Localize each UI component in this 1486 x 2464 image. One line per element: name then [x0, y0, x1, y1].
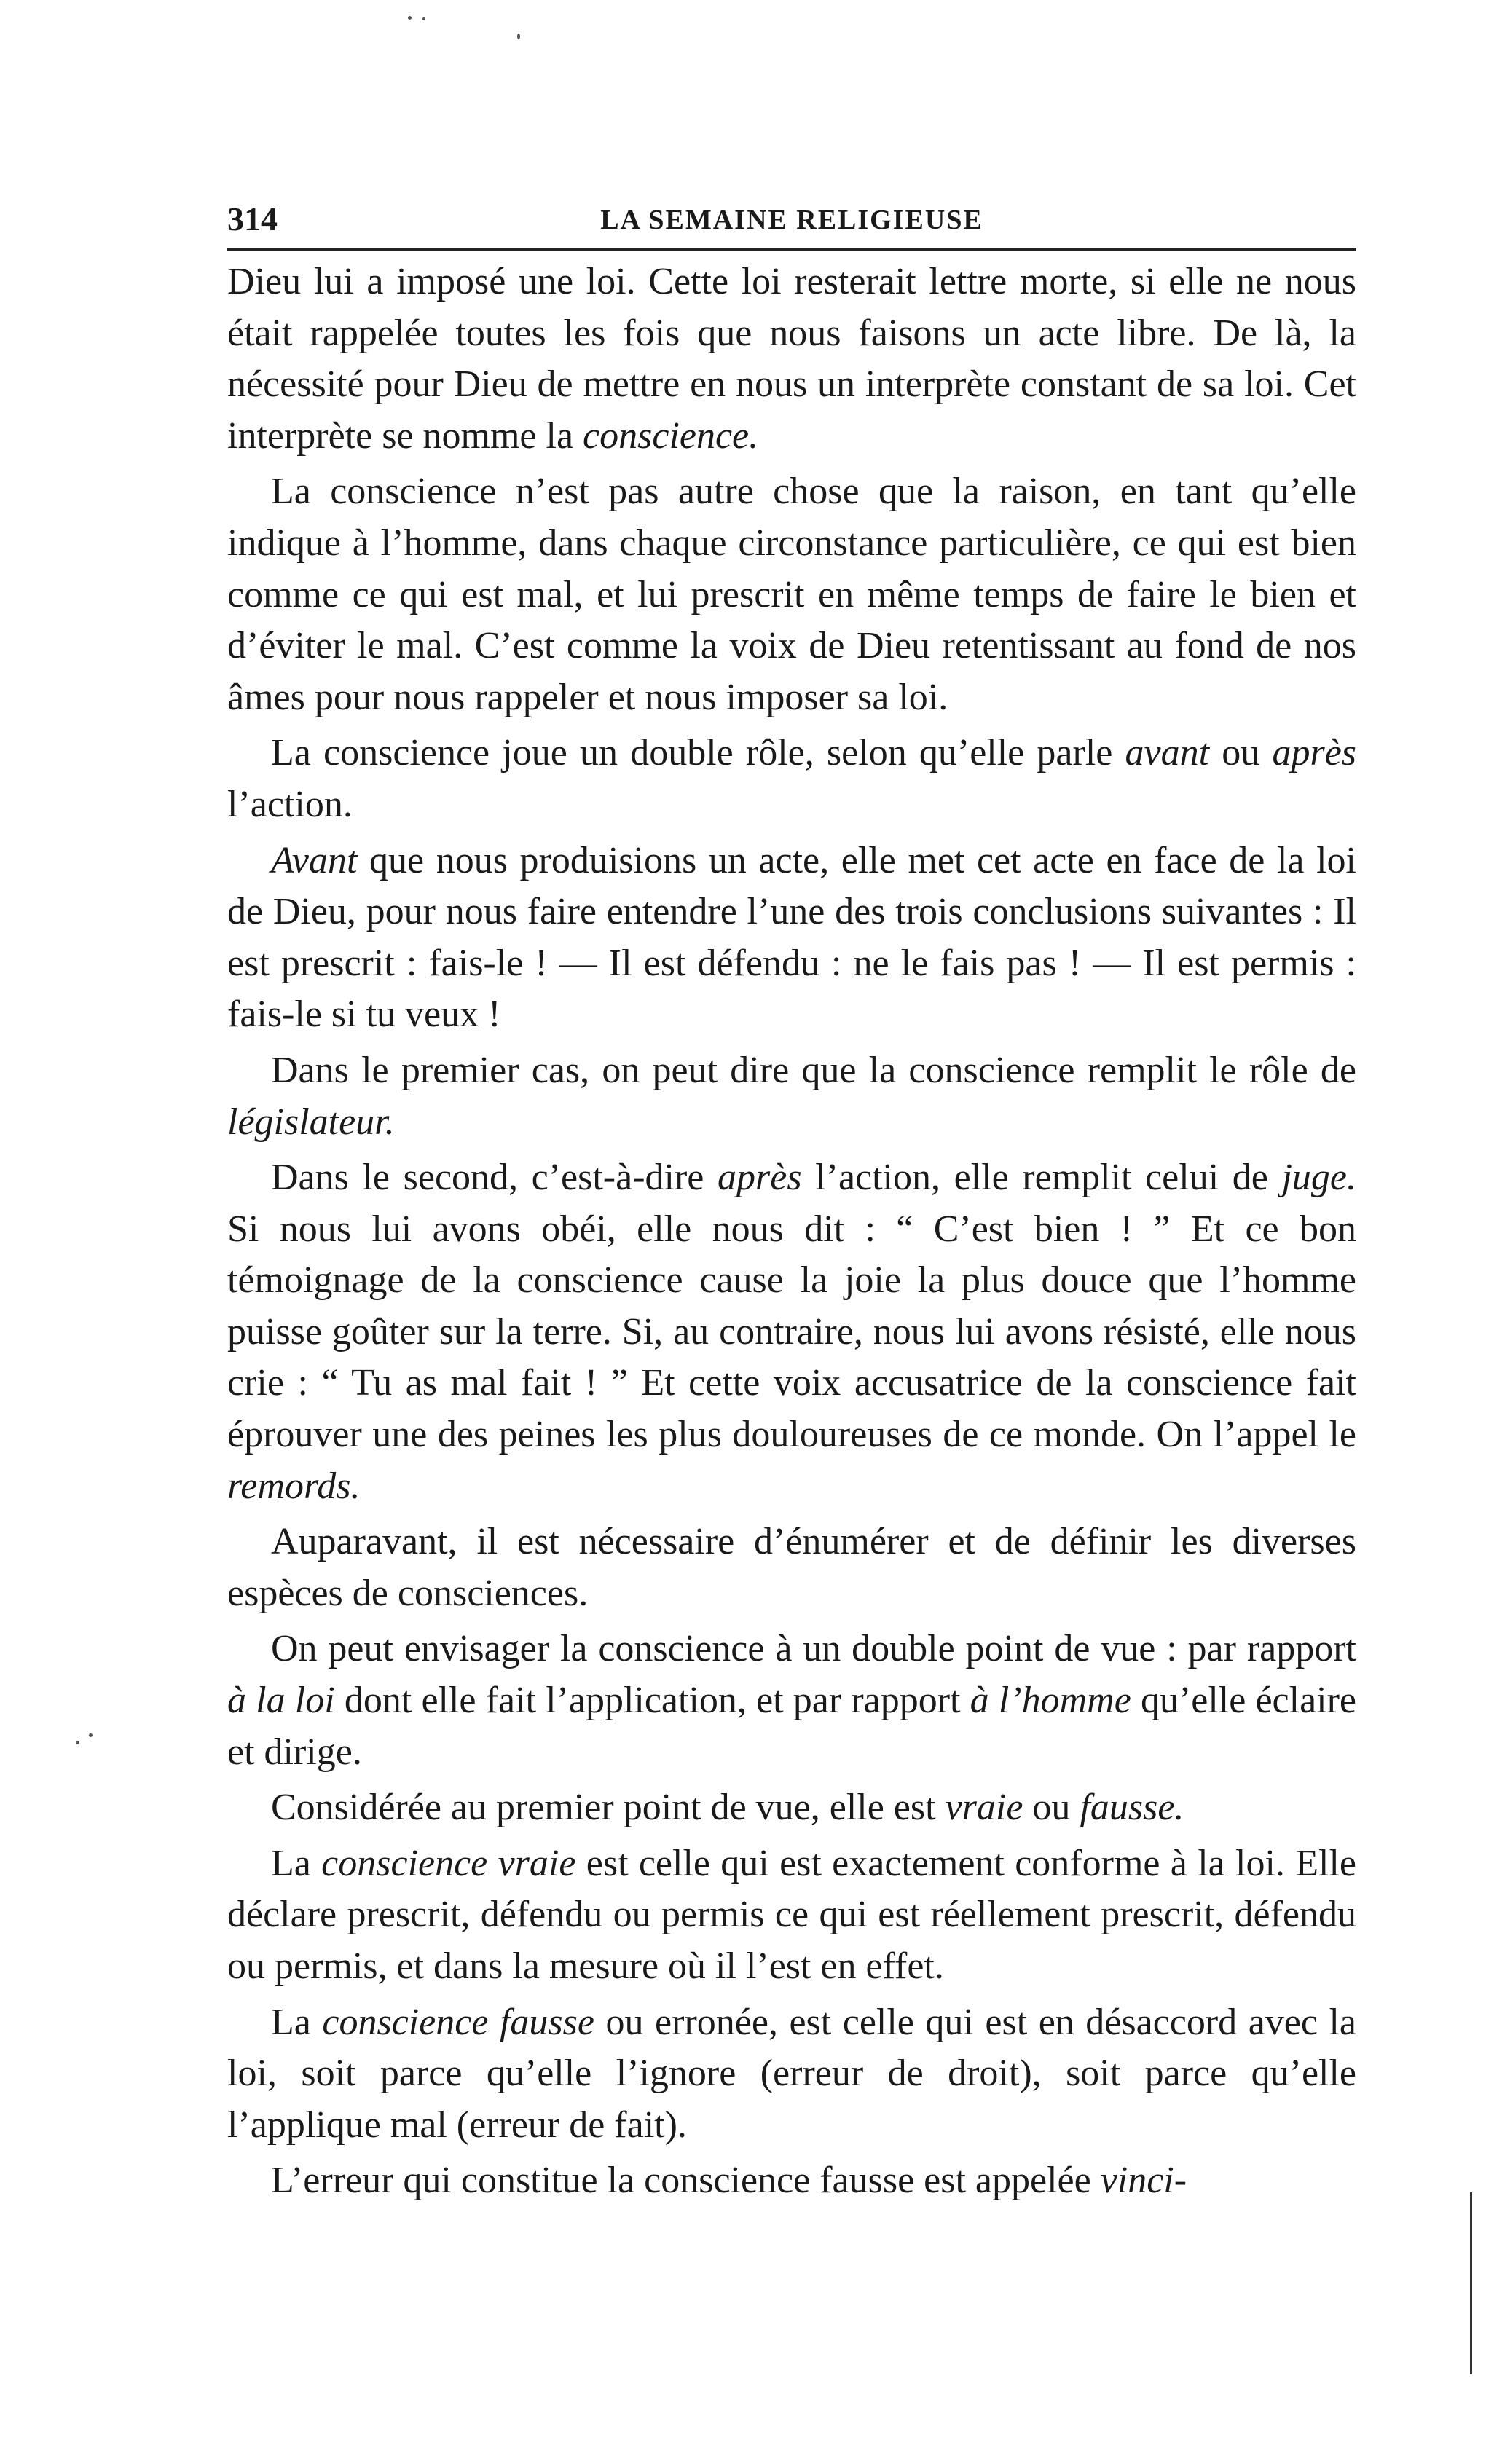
- text-run: Considérée au premier point de vue, elle est: [271, 1787, 946, 1829]
- italic-text: à l’homme: [970, 1680, 1131, 1722]
- text-run: Dans le second, c’est-à-dire: [271, 1157, 718, 1199]
- text-run: Si nous lui avons obéi, elle nous dit : “ C’est bien ! ” Et ce bon témoignage de la conscience cause la joie la plus douce que l’homme puisse goûter sur la terre. Si, au contraire, nous lui avons résisté, elle nous crie : “ Tu as mal fait ! ” Et cette voix accusatrice de la conscience fait éprouver une des peines les plus douloureuses de ce monde. On l’appel le: [227, 1208, 1356, 1456]
- italic-text: conscience.: [583, 414, 759, 457]
- italic-text: fausse.: [1080, 1787, 1184, 1829]
- paragraph: [227, 466, 1356, 723]
- text-run: La conscience n’est pas autre chose que la raison, en tant qu’elle indique à l’homme, dans chaque circonstance particulière, ce qui est bien comme ce qui est mal, et lui prescrit en même temps de faire le bien et d’éviter le mal. C’est comme la voix de Dieu retentissant au fond de nos âmes pour nous rappeler et nous imposer sa loi.: [227, 471, 1356, 718]
- text-run: La conscience joue un double rôle, selon qu’elle parle: [271, 732, 1125, 774]
- text-run: que nous produisions un acte, elle met cet acte en face de la loi de Dieu, pour nous faire entendre l’une des trois conclusions suivantes : Il est prescrit : fais-le ! — Il est défendu : ne le fais pas ! — Il est permis : fais-le si tu veux !: [227, 839, 1356, 1036]
- text-run: L’erreur qui constitue la conscience fausse est appelée: [271, 2160, 1101, 2202]
- italic-text: après: [718, 1157, 802, 1199]
- paragraph: [227, 256, 1356, 462]
- text-run: est celle qui est exactement conforme à la loi. Elle déclare prescrit, défendu ou permis ce qui est réellement prescrit, défendu ou permis, et dans la mesure où il l’est en effet.: [227, 1842, 1356, 1987]
- scan-speck: [517, 34, 520, 39]
- paragraph: [227, 728, 1356, 830]
- text-run: l’action, elle remplit celui de: [801, 1157, 1282, 1199]
- paragraph: [227, 1045, 1356, 1148]
- body-text: [227, 256, 1356, 2211]
- scan-edge-mark: [1470, 2192, 1472, 2374]
- paragraph: [227, 1623, 1356, 1778]
- text-run: ou erronée, est celle qui est en désaccord avec la loi, soit parce qu’elle l’ignore (erreur de droit), soit parce qu’elle l’applique mal (erreur de fait).: [227, 2001, 1357, 2146]
- italic-text: législateur.: [227, 1101, 395, 1143]
- paragraph: [227, 1782, 1356, 1834]
- italic-text: conscience vraie: [321, 1842, 576, 1884]
- italic-text: avant: [1125, 732, 1210, 774]
- paragraph: [227, 1997, 1356, 2152]
- page-header: [227, 195, 1356, 246]
- running-title: LA SEMAINE RELIGIEUSE: [600, 205, 983, 235]
- text-run: dont elle fait l’application, et par rapport: [334, 1680, 970, 1722]
- italic-text: après: [1272, 732, 1357, 774]
- italic-text: conscience fausse: [322, 2001, 594, 2043]
- italic-text: remords.: [227, 1465, 361, 1507]
- paragraph: [227, 835, 1356, 1041]
- scan-speck: [76, 1741, 79, 1744]
- italic-text: Avant: [271, 839, 358, 881]
- scan-speck: [408, 16, 412, 20]
- text-run: ou: [1023, 1787, 1080, 1829]
- italic-text: juge.: [1281, 1157, 1356, 1199]
- text-run: l’action.: [227, 783, 353, 825]
- text-run: Auparavant, il est nécessaire d’énumérer et de définir les diverses espèces de consciences.: [227, 1521, 1356, 1614]
- paragraph: [227, 1516, 1356, 1619]
- paragraph: [227, 2155, 1356, 2207]
- header-rule: [227, 248, 1356, 251]
- text-run: ou: [1209, 732, 1273, 774]
- text-run: La: [271, 1842, 322, 1884]
- scan-speck: [89, 1733, 93, 1737]
- italic-text: à la loi: [227, 1680, 335, 1722]
- page-number: 314: [227, 200, 278, 237]
- paragraph: [227, 1152, 1356, 1512]
- text-run: Dieu lui a imposé une loi. Cette loi resterait lettre morte, si elle ne nous était rappelée toutes les fois que nous faisons un acte libre. De là, la nécessité pour Dieu de mettre en nous un interprète constant de sa loi. Cet interprète se nomme la: [227, 261, 1356, 457]
- scan-speck: [422, 17, 425, 20]
- text-run: qu’elle éclaire et dirige.: [227, 1680, 1357, 1773]
- italic-text: vinci-: [1100, 2160, 1187, 2202]
- italic-text: vraie: [945, 1787, 1023, 1829]
- text-run: On peut envisager la conscience à un double point de vue : par rapport: [271, 1628, 1356, 1670]
- paragraph: [227, 1838, 1356, 1993]
- text-run: Dans le premier cas, on peut dire que la conscience remplit le rôle de: [271, 1049, 1356, 1091]
- text-run: La: [271, 2001, 323, 2043]
